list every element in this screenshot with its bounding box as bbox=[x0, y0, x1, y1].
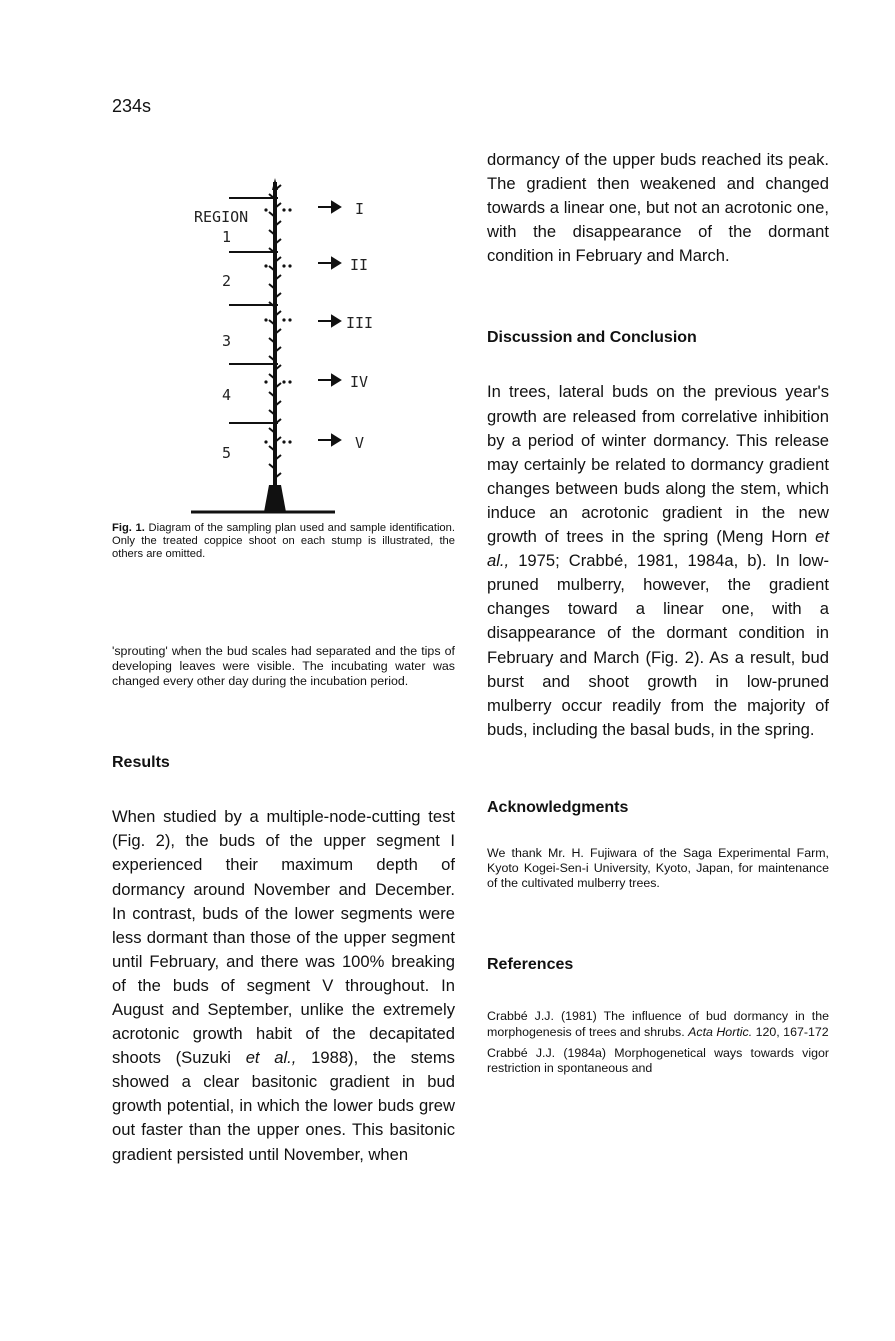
svg-text:2: 2 bbox=[222, 272, 232, 290]
svg-text:4: 4 bbox=[222, 386, 232, 404]
reference-item: Crabbé J.J. (1984a) Morphogenetical ways towards vigor restriction in spontaneous and bbox=[487, 1045, 829, 1076]
svg-text:I: I bbox=[355, 200, 365, 218]
node-markers bbox=[264, 208, 291, 443]
discussion-heading: Discussion and Conclusion bbox=[487, 329, 697, 347]
right-column bbox=[487, 148, 829, 1082]
discussion-paragraph: In trees, lateral buds on the previous year's growth are released from correlative inhibition by a period of winter dormancy. This release may certainly be related to dormancy gradient changes between buds along the stem, which induce an acrotonic gradient in the new growth of trees in the spring (Meng Horn et al., 1975; Crabbé, 1981, 1984a, b). In low-pruned mulberry, however, the gradient changes toward a linear one, with a disappearance of the dormant condition in February and March (Fig. 2). As a result, bud burst and shoot growth in low-pruned mulberry occur readily from the majority of buds, including the basal buds, in the spring. bbox=[487, 382, 829, 739]
figure-caption: Fig. 1. Diagram of the sampling plan used and sample identification. Only the treated coppice shoot on each stump is illustrated, the others are omitted. bbox=[112, 522, 455, 561]
segment-ids bbox=[346, 200, 373, 452]
svg-text:IV: IV bbox=[350, 373, 369, 391]
references-heading: References bbox=[487, 956, 574, 974]
segment-numbers bbox=[222, 228, 231, 462]
results-paragraph: When studied by a multiple-node-cutting test (Fig. 2), the buds of the upper segment I experienced their maximum depth of dormancy around November and December. In contrast, buds of the lower segments were less dormant than those of the upper segment until February, and there was 100% breaking of the buds of segment V throughout. In August and September, unlike the extremely acrotonic growth habit of the decapitated shoots (Suzuki et al., 1988), the stems showed a clear basitonic gradient in bud growth potential, in which the lower buds grew out faster than the upper ones. This basitonic gradient persisted until November, when bbox=[112, 807, 455, 1164]
acknowledgments-heading: Acknowledgments bbox=[487, 798, 629, 816]
sampling-plan-diagram bbox=[112, 160, 455, 522]
svg-text:1: 1 bbox=[222, 228, 232, 246]
results-heading: Results bbox=[112, 754, 170, 772]
methods-end-paragraph: 'sprouting' when the bud scales had separated and the tips of developing leaves were visible. The incubating water was changed every other day during the incubation period. bbox=[112, 643, 455, 689]
figure-1 bbox=[112, 160, 455, 522]
acknowledgments-paragraph: We thank Mr. H. Fujiwara of the Saga Experimental Farm, Kyoto Kogei-Sen-i University, Kyoto, Japan, for maintenance of the cultivated mulberry trees. bbox=[487, 845, 829, 891]
arrows bbox=[318, 202, 340, 445]
svg-text:II: II bbox=[350, 256, 369, 274]
stump bbox=[264, 485, 286, 512]
svg-text:3: 3 bbox=[222, 332, 232, 350]
svg-text:III: III bbox=[346, 314, 374, 332]
svg-text:5: 5 bbox=[222, 444, 232, 462]
left-column bbox=[112, 160, 455, 1167]
svg-text:V: V bbox=[355, 434, 365, 452]
page-number: 234s bbox=[112, 96, 152, 116]
region-label: REGION bbox=[194, 208, 249, 226]
results-continued-paragraph: dormancy of the upper buds reached its peak. The gradient then weakened and changed towards a linear one, but not an acrotonic one, with the disappearance of the dormant condition in February and March. bbox=[487, 150, 829, 266]
reference-item: Crabbé J.J. (1981) The influence of bud dormancy in the morphogenesis of trees and shrubs. Acta Hortic. 120, 167-172 bbox=[487, 1009, 829, 1039]
